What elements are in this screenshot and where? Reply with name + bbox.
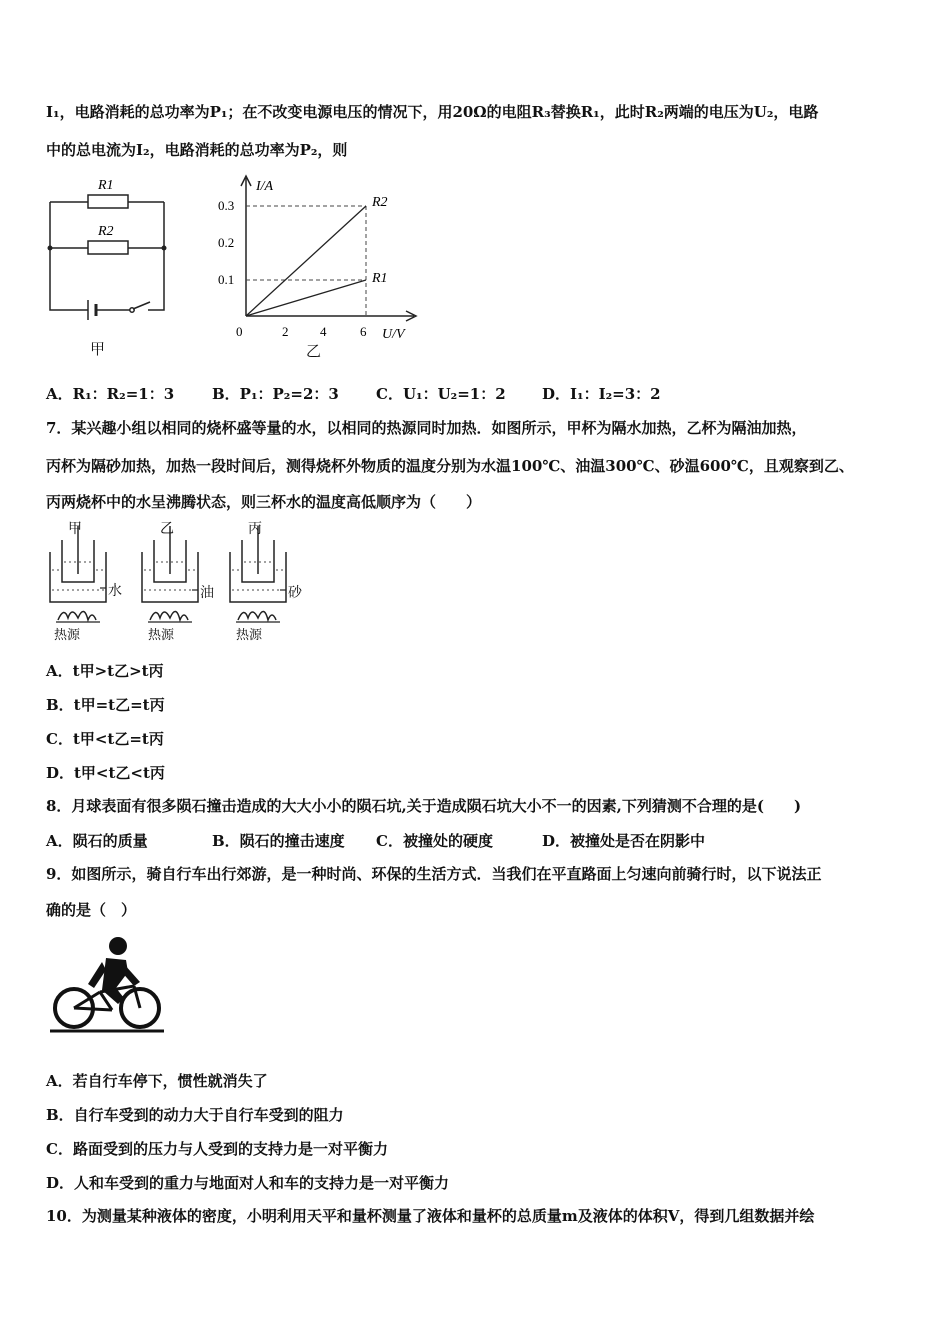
cup-yi-title: 乙 xyxy=(160,521,174,537)
q8-option-b: B．陨石的撞击速度 xyxy=(212,832,345,850)
q7-line2: 丙杯为隔砂加热，加热一段时间后，测得烧杯外物质的温度分别为水温100℃、油温300℃、砂温600℃，且观察到乙、 xyxy=(46,457,854,475)
graph-xtick-4: 4 xyxy=(320,324,327,339)
graph-ytick-01: 0.1 xyxy=(218,272,235,287)
cup-yi-source: 热源 xyxy=(148,628,175,643)
graph-r2-label: R2 xyxy=(372,195,388,210)
three-cups-figure xyxy=(40,518,320,643)
cup-jia-medium: 水 xyxy=(108,583,122,599)
line-r1 xyxy=(246,280,366,316)
line-r2 xyxy=(246,206,366,316)
q8-option-c: C．被撞处的硬度 xyxy=(376,832,493,850)
cup-jia-icon xyxy=(50,526,106,622)
q9-line2: 确的是（ ） xyxy=(46,901,137,919)
q10-line1: 10．为测量某种液体的密度，小明利用天平和量杯测量了液体和量杯的总质量m及液体的体积V，得到几组数据并绘 xyxy=(46,1207,815,1225)
q6-option-b: B．P₁：P₂=2：3 xyxy=(212,385,339,403)
q6-line1: I₁，电路消耗的总功率为P₁；在不改变电源电压的情况下，用20Ω的电阻R₃替换R₁，此时R₂两端的电压为U₂，电路 xyxy=(46,103,819,121)
graph-ytick-02: 0.2 xyxy=(218,235,235,250)
cup-jia-source: 热源 xyxy=(54,628,81,643)
circuit-r1-label: R1 xyxy=(98,178,114,193)
graph-xtick-2: 2 xyxy=(282,324,289,339)
q6-option-a: A．R₁：R₂=1：3 xyxy=(46,385,175,403)
q6-option-c: C．U₁：U₂=1：2 xyxy=(376,385,506,403)
graph-xlabel: U/V xyxy=(382,327,405,342)
q6-line2: 中的总电流为I₂，电路消耗的总功率为P₂，则 xyxy=(46,141,348,159)
q7-option-d: D．t甲<t乙<t丙 xyxy=(46,764,165,782)
q8-option-d: D．被撞处是否在阴影中 xyxy=(542,832,706,850)
q9-line1: 9．如图所示，骑自行车出行郊游，是一种时尚、环保的生活方式．当我们在平直路面上匀速向前骑行时，以下说法正 xyxy=(46,865,822,883)
q9-option-c: C．路面受到的压力与人受到的支持力是一对平衡力 xyxy=(46,1140,388,1158)
cup-bing-medium: 砂 xyxy=(288,585,302,601)
q8-line1: 8．月球表面有很多陨石撞击造成的大大小小的陨石坑,关于造成陨石坑大小不一的因素,下列猜测不合理的是( ) xyxy=(46,797,802,815)
q7-option-b: B．t甲=t乙=t丙 xyxy=(46,696,165,714)
cup-bing-icon xyxy=(230,526,286,622)
cup-yi-medium: 油 xyxy=(200,585,214,601)
graph-r1-label: R1 xyxy=(372,271,388,286)
q8-option-a: A．陨石的质量 xyxy=(46,832,148,850)
q7-line3: 丙两烧杯中的水呈沸腾状态，则三杯水的温度高低顺序为（ ） xyxy=(46,493,482,511)
fig-jia-label: 甲 xyxy=(90,340,106,358)
cup-yi-icon xyxy=(142,526,198,622)
cyclist-icon xyxy=(48,932,166,1036)
q9-option-d: D．人和车受到的重力与地面对人和车的支持力是一对平衡力 xyxy=(46,1174,450,1192)
iu-graph xyxy=(210,170,430,350)
graph-origin: 0 xyxy=(236,324,243,339)
cup-bing-source: 热源 xyxy=(236,628,263,643)
graph-xtick-6: 6 xyxy=(360,324,367,339)
circuit-r2-label: R2 xyxy=(98,224,114,239)
circuit-diagram xyxy=(40,172,180,332)
q6-option-d: D．I₁：I₂=3：2 xyxy=(542,385,661,403)
q9-option-a: A．若自行车停下，惯性就消失了 xyxy=(46,1072,268,1090)
q7-line1: 7．某兴趣小组以相同的烧杯盛等量的水，以相同的热源同时加热．如图所示，甲杯为隔水加热，乙杯为隔油加热， xyxy=(46,419,807,437)
q9-option-b: B．自行车受到的动力大于自行车受到的阻力 xyxy=(46,1106,344,1124)
q7-option-a: A．t甲>t乙>t丙 xyxy=(46,662,164,680)
graph-ytick-03: 0.3 xyxy=(218,198,235,213)
graph-ylabel: I/A xyxy=(256,179,274,194)
fig-yi-label: 乙 xyxy=(306,342,322,360)
q7-option-c: C．t甲<t乙=t丙 xyxy=(46,730,164,748)
cup-jia-title: 甲 xyxy=(68,521,82,537)
cup-bing-title: 丙 xyxy=(248,521,262,537)
